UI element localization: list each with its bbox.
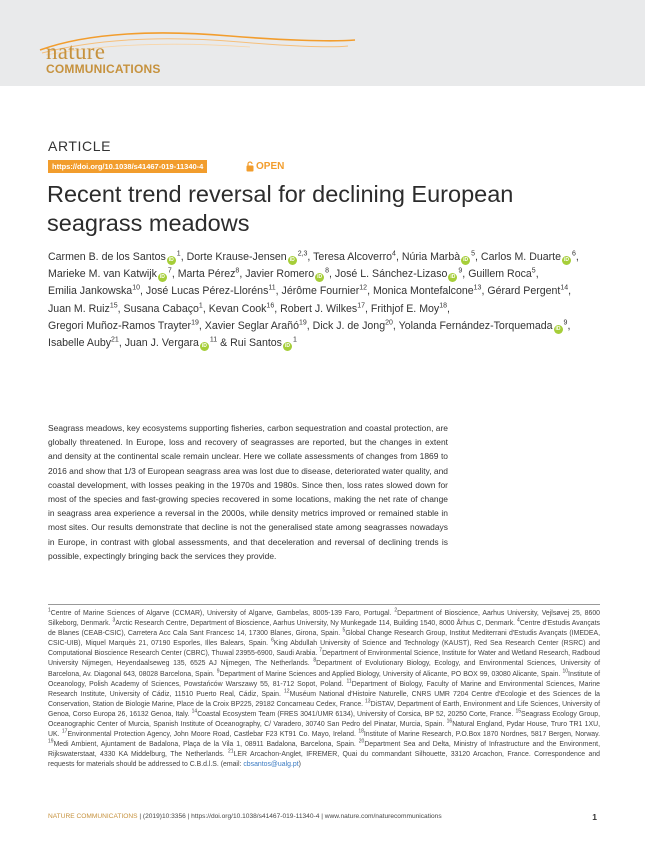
author-name[interactable] [230,337,297,349]
article-title: Recent trend reversal for declining European seagrass meadows [47,181,514,236]
author-affiliation-number: 18 [439,302,448,310]
affiliation-number: 21 [228,749,234,756]
author-affiliation-number: 5 [471,250,476,258]
affiliation-number: 14 [191,708,198,715]
affiliation-number: 10 [562,668,569,675]
author-affiliation-number: 15 [109,302,118,310]
author-name-text: Dorte Krause-Jensen [186,251,287,263]
affiliation-number: 11 [346,678,352,685]
author-affiliation-number: 1 [198,302,203,310]
author-name-text: José L. Sánchez-Lizaso [334,268,448,281]
author-name-text: Xavier Seglar Arañó [204,319,299,332]
author-name-text: Yolanda Fernández-Torquemada [398,319,553,332]
author-list: Carmen B. de los Santos iD$^1$, Dorte Krause-Jensen iD$^{2,3}$, Teresa Alcoverro$^4$, Núria Marbà iD$^5$, Carlos M. Duarte iD$^6$, Marieke M. van Katwijk iD$^7$, Marta Pérez$^8$, Javier Romero iD$^8$, José L. Sánchez-Lizaso iD$^9$, Guillem Roca$^5$, Emilia Jankowska$^{10}$, José Lucas Pérez-Lloréns$^{11}$, Jérôme Fournier$^{12}$, Monica Montefalcone$^{13}$, Gérard Pergent$^{14}$, Juan M. Ruiz$^{15}$, Susana Cabaço$^1$, Kevan Cook$^{16}$, Robert J. Wilkes$^{17}$, Frithjof E. Moy$^{18}$, Gregori Muñoz-Ramos Trayter$^{19}$, Xavier Seglar Arañó$^{19}$, Dick J. de Jong$^{20}$, Yolanda Fernández-Torquemada iD$^9$, Isabelle Auby$^{21}$, Juan J. Vergara iD$^{11}$ & Rui Santos iD$^1$ [48,250,579,350]
affiliation-text: Natural England, Pydar House, Truro TR1 1XU, UK. [48,721,600,739]
author-name[interactable] [399,320,568,332]
author-affiliation-number: 5 [531,267,536,275]
page-footer [48,812,600,822]
affiliation-text: Arctic Research Centre, Department of Bioscience, Aarhus University, Ny Munkegade 114, Building 1540, 8000 Århus C, Denmark. [115,620,516,628]
orcid-icon[interactable]: iD [159,274,165,281]
affiliation-text: Centre d'Estudis Avançats de Blanes (CEAB-CSIC), Carretera Acc Cala Sant Francesc 14, 17300 Blanes, Girona, Spain. [48,620,601,638]
affiliation-text: Muséum National d'Histoire Naturelle, CNRS UMR 7204 Centre d'Ecologie et des Sciences de la Conservation, Station de Biologie Marine, Place de la Croix BP225, 29182 Concarneau Cedex, France. [48,690,600,708]
author-affiliation-number: 13 [473,284,482,292]
affiliation-number: 19 [48,738,54,745]
author-name[interactable] [125,337,217,349]
author-affiliation-number: 8 [235,267,240,275]
author-affiliation-number: 6 [572,250,576,258]
affiliation-number: 3 [112,617,116,624]
open-access-lock-icon [246,161,254,172]
author-name[interactable] [187,251,308,263]
author-name-text: Juan M. Ruiz [48,302,110,315]
author-name-text: Núria Marbà [401,251,461,263]
author-name-text: Kevan Cook [208,302,267,315]
author-affiliation-number: 21 [111,336,119,344]
author-affiliation-number: 8 [325,267,330,275]
affiliation-text: Centre of Marine Sciences of Algarve (CCMAR), University of Algarve, Gambelas, 8005-139 Faro, Portugal. [50,610,392,617]
author-name-text: Monica Montefalcone [372,285,474,298]
author-name[interactable] [205,320,307,332]
orcid-icon[interactable]: iD [168,257,174,263]
affiliation-number: 8 [313,658,317,665]
author-name-text: Juan J. Vergara [124,337,199,350]
orcid-icon[interactable]: iD [564,257,569,263]
correspondence-text: Correspondence and requests for materials should be addressed to C.B.d.l.S. (email: [48,751,600,769]
page-number: 1 [592,812,597,822]
author-affiliation-number: 11 [268,284,276,292]
open-access-label: OPEN [256,161,285,172]
author-affiliation-number: 10 [132,284,140,292]
author-name[interactable] [48,268,172,280]
orcid-icon[interactable]: iD [450,274,456,281]
footer-citation[interactable]: | (2019)10:3356 | https://doi.org/10.1038/s41467-019-11340-4 | www.nature.com/naturecommunications [139,813,442,820]
author-affiliation-number: 1 [176,250,181,258]
author-affiliation-number: 1 [292,336,297,344]
affiliation-text: Department of Bioscience, Aarhus University, Vejlsøvej 25, 8600 Silkeborg, Denmark. [48,610,600,628]
author-name[interactable] [245,268,329,280]
affiliation-text: King Abdullah University of Science and Technology (KAUST), Red Sea Research Center (RSRC) and Computational Bioscience Research Center (CBRC), Thuwal 23955-6900, Saudi Arabia. [48,640,600,658]
author-name[interactable] [487,285,568,297]
affiliation-number: 15 [515,708,521,715]
affiliation-text: Institute of Oceanology, Polish Academy of Sciences, Powstańców Warszawy 55, 81-712 Sopot, Poland. [48,670,600,688]
author-name-text: Isabelle Auby [48,337,112,350]
author-name-text: Carmen B. de los Santos [48,251,166,263]
affiliation-number: 7 [319,648,323,655]
author-name-text: Teresa Alcoverro [313,251,393,263]
orcid-icon[interactable]: iD [289,257,295,263]
author-name[interactable] [402,251,475,263]
author-name[interactable] [371,303,447,315]
author-name[interactable] [373,285,482,297]
author-name-text: Gregori Muñoz-Ramos Trayter [48,319,192,332]
author-affiliation-number: 2,3 [297,250,308,258]
author-name-text: Gérard Pergent [487,285,561,298]
author-name-text: Emilia Jankowska [48,285,133,298]
affiliation-number: 13 [365,698,371,705]
author-affiliation-number: 19 [298,319,307,327]
affiliation-number: 17 [61,728,68,735]
journal-masthead [0,0,645,86]
doi-link[interactable]: https://doi.org/10.1038/s41467-019-11340-4 [48,160,207,173]
author-name-text: Susana Cabaço [123,302,199,315]
affiliation-text: Seagrass Ecology Group, Oceanographic Center of Murcia, Spanish Institute of Oceanography, C/ Varadero, 30740 San Pedro del Pinatar, Murcia, Spain. [48,710,600,729]
affiliation-number: 20 [358,738,365,745]
author-name[interactable] [48,285,140,297]
author-name[interactable] [48,251,181,263]
affiliation-number: 2 [394,607,398,614]
author-name[interactable] [48,337,119,349]
affiliation-text: Department of Marine Sciences and Applied Biology, University of Alicante, PO BOX 99, 03080 Alicante, Spain. [219,670,561,678]
affiliation-text: DiSTAV, Department of Earth, Environment and Life Sciences, University of Genoa, Corso Europa 26, 16132 Genoa, Italy. [48,700,601,718]
affiliation-text: Department of Environmental Science, Institute for Water and Wetland Research, Radboud University Nijmegen, Heyendaalseweg 135, 6525 AJ Nijmegen, The Netherlands. [48,650,601,668]
affiliation-number: 12 [284,688,290,695]
author-name-text: Guillem Roca [468,268,532,281]
author-name-text: Carlos M. Duarte [480,251,561,263]
author-name[interactable] [146,285,276,297]
orcid-icon[interactable]: iD [284,343,290,350]
affiliation-number: 5 [342,627,346,634]
affiliation-number: 1 [48,607,51,614]
affiliation-number: 4 [517,617,520,624]
author-affiliation-number: 12 [359,284,368,292]
correspondence-close: ) [298,761,301,769]
author-affiliation-number: 4 [392,250,396,258]
affiliation-text: Coastal Ecosystem Team (FRES 3041/UMR 6134), University of Corsica, BP 52, 20250 Corte, France. [197,710,514,718]
affiliation-text: Department Sea and Delta, Ministry of Infrastructure and the Environment, Rijkswaterstaat, 4330 KA Middelburg, The Netherlands. [48,741,600,759]
author-name-text: Rui Santos [230,337,282,350]
author-name-text: Javier Romero [245,268,315,281]
affiliation-text: Department of Biology, Faculty of Marine and Environmental Sciences, Marine Research Institute, University of Cádiz, 11510 Puerto Real, Cádiz, Spain. [48,680,600,698]
journal-logo-word[interactable]: nature [46,39,106,64]
affiliation-text: Medi Ambient, Ajuntament de Badalona, Plaça de la Vila 1, 08911 Badalona, Barcelona, Spain. [53,741,356,749]
author-name-text: Robert J. Wilkes [280,302,358,315]
author-name[interactable] [282,285,368,297]
author-name[interactable] [468,268,536,280]
author-name[interactable] [124,303,203,315]
author-name[interactable] [178,268,240,280]
affiliation-number: 18 [358,728,364,735]
orcid-icon[interactable]: iD [317,274,323,281]
orcid-icon[interactable]: iD [463,257,469,263]
author-name[interactable] [48,303,118,315]
author-name[interactable] [481,251,576,263]
journal-logo-sub[interactable]: COMMUNICATIONS [46,62,161,76]
author-name-text: Dick J. de Jong [312,319,386,332]
correspondence-email[interactable]: cbsantos@ualg.pt [243,761,299,769]
affiliation-text: Institute of Marine Research, P.O.Box 1870 Nordnes, 5817 Bergen, Norway. [363,731,600,739]
abstract: Seagrass meadows, key ecosystems supporting fisheries, carbon sequestration and coastal protection, are globally threatened. In Europe, loss and recovery of seagrasses are reported, but the changes in extent and density at the continental scale remain unclear. Here we collate assessments of changes from 1869 to 2016 and show that 1/3 of European seagrass area was lost due to disease, deteriorated water quality, and coastal development, with losses peaking in the 1970s and 1980s. Since then, loss rates slowed down for most of the species and fast-growing species recovered in some locations, making the net rate of change in seagrass area experience a reversal in the 2000s, while density metrics improved or remained stable in most sites. Our results demonstrate that decline is not the generalised state among seagrasses nowadays in Europe, in contrast with global assessments, and that deceleration and reversal of declining trends is possible, expectingly bringing back the services they provide. [48,423,448,561]
orcid-icon[interactable]: iD [555,325,561,332]
author-name[interactable] [335,268,462,280]
author-affiliation-number: 14 [560,284,569,292]
affiliation-text: Department of Evolutionary Biology, Ecology, and Environmental Sciences, University of Barcelona, Av. Diagonal 643, 08028 Barcelona, Spain. [48,660,600,678]
author-affiliation-number: 9 [563,319,568,327]
footer-journal: NATURE COMMUNICATIONS [48,813,138,820]
author-affiliation-number: 11 [209,336,218,344]
article-type-label: ARTICLE [48,138,112,154]
author-name[interactable] [313,320,393,332]
author-name-text: José Lucas Pérez-Lloréns [145,285,269,298]
orcid-icon[interactable]: iD [201,343,207,350]
author-name[interactable] [209,303,275,315]
author-affiliation-number: 7 [167,267,172,275]
author-affiliation-number: 17 [357,302,366,310]
author-affiliation-number: 16 [266,302,275,310]
affiliation-number: 6 [271,637,274,644]
author-name-text: Marieke M. van Katwijk [48,268,157,281]
author-affiliation-number: 9 [458,267,463,275]
author-name[interactable] [280,303,365,315]
author-name[interactable] [48,320,199,332]
author-name[interactable] [313,251,396,263]
author-name-text: Jérôme Fournier [281,285,360,298]
affiliation-number: 16 [446,718,453,725]
author-affiliation-number: 20 [385,319,393,327]
affiliations [48,604,600,771]
affiliation-text: Global Change Research Group, Institut Mediterrani d'Estudis Avançats (IMEDEA, CSIC-UIB), Miquel Marquès 21, 07190 Esporles, Illes Balears, Spain. [48,630,601,648]
author-affiliation-number: 19 [191,319,199,327]
affiliation-text: LER Arcachon-Anglet, IFREMER, Quai du commandant Silhouette, 33120 Arcachon, France. [233,751,531,759]
author-name-text: Marta Pérez [177,268,236,281]
author-name-text: Frithjof E. Moy [370,302,440,315]
affiliation-text: Environmental Protection Agency, John Moore Road, Castlebar F23 KT91 Co. Mayo, Ireland. [67,731,356,739]
affiliation-number: 9 [216,668,220,675]
